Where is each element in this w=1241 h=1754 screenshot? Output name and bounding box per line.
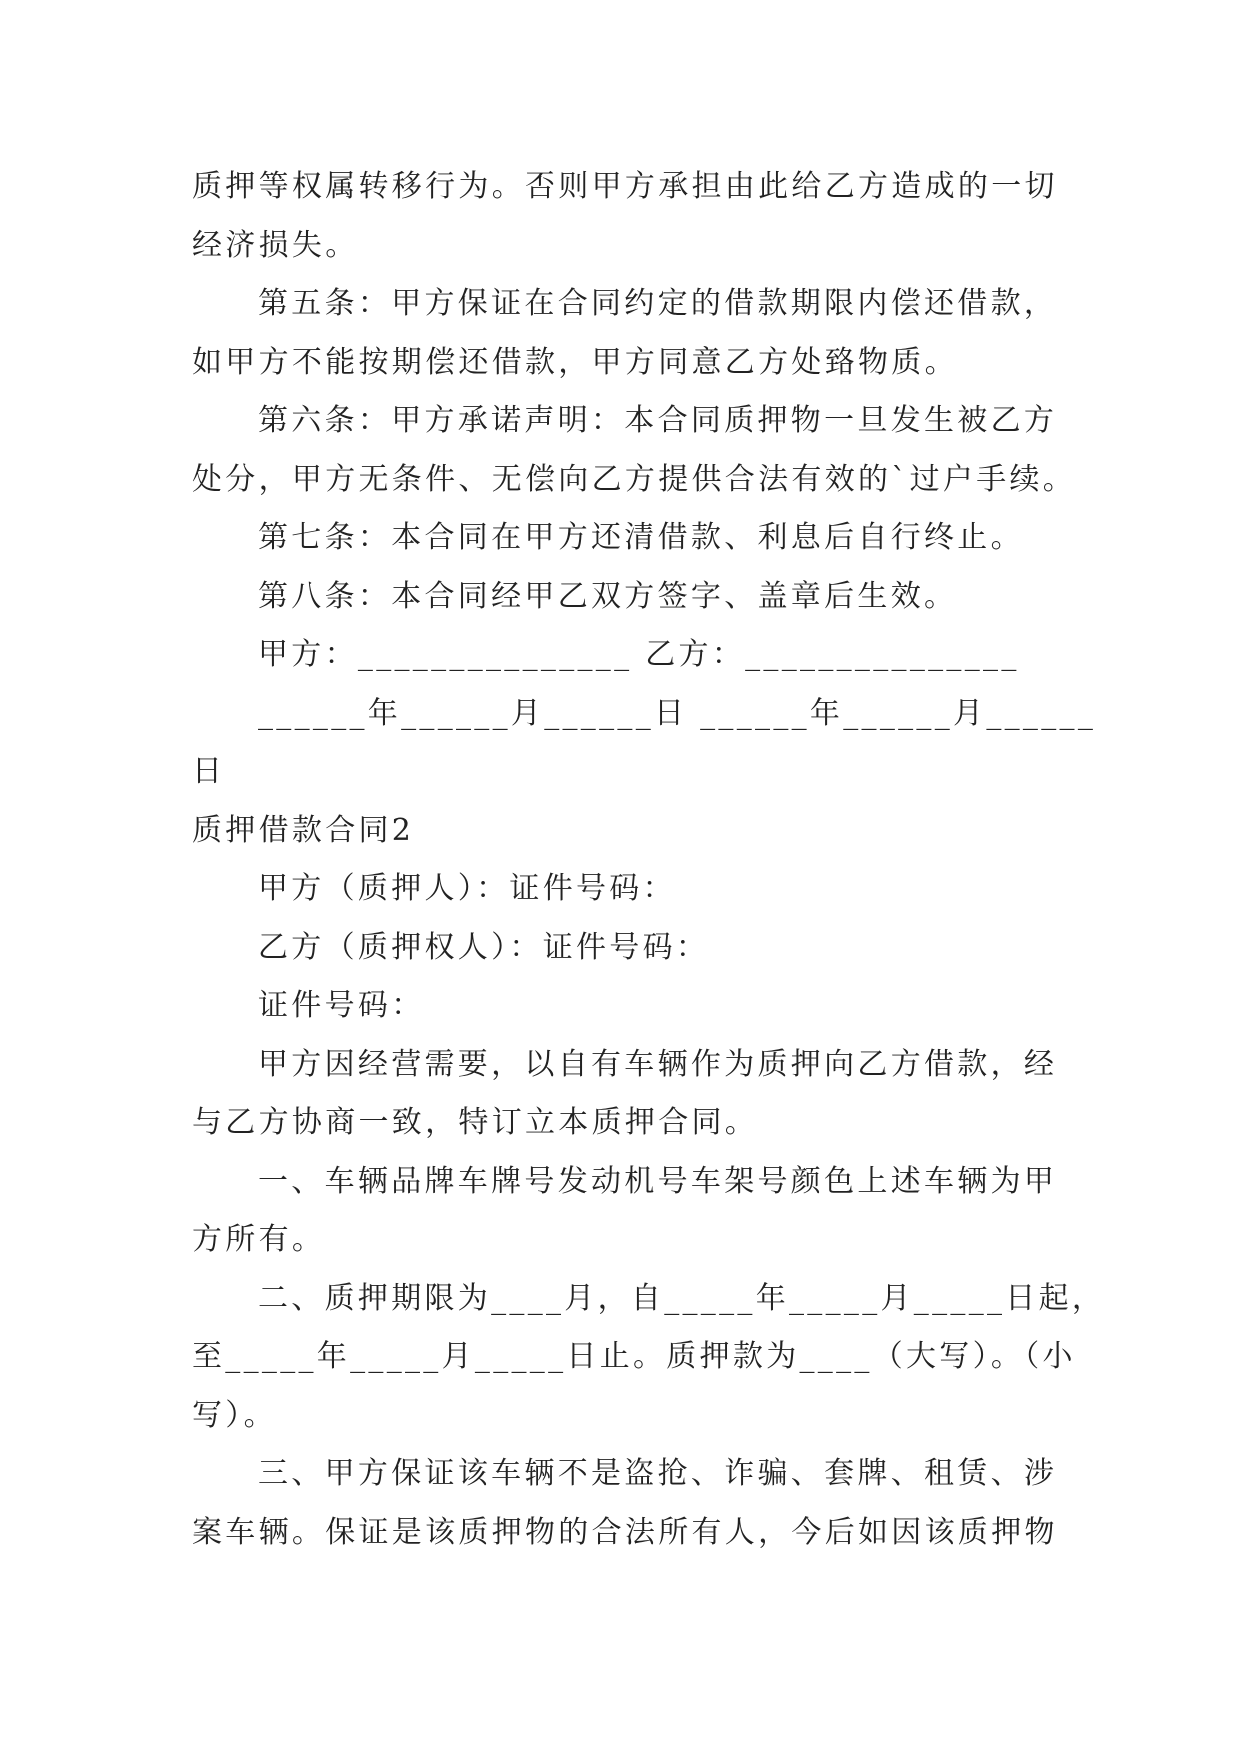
text-line: 三、甲方保证该车辆不是盗抢、诈骗、套牌、租赁、涉 bbox=[258, 1456, 1058, 1491]
text-line: 日 bbox=[192, 754, 226, 789]
text-line: 质押等权属转移行为。否则甲方承担由此给乙方造成的一切 bbox=[192, 169, 1058, 204]
text-line: 经济损失。 bbox=[192, 227, 359, 263]
section-title: 质押借款合同2 bbox=[192, 812, 415, 848]
text-line: 与乙方协商一致，特订立本质押合同。 bbox=[192, 1105, 759, 1140]
text-line: 第七条：本合同在甲方还清借款、利息后自行终止。 bbox=[258, 520, 1024, 555]
text-line: 第五条：甲方保证在合同约定的借款期限内偿还借款， bbox=[258, 286, 1058, 321]
text-line: 案车辆。保证是该质押物的合法所有人，今后如因该质押物 bbox=[192, 1514, 1058, 1550]
text-line: 第八条：本合同经甲乙双方签字、盖章后生效。 bbox=[258, 578, 958, 614]
text-line: 写）。 bbox=[192, 1397, 277, 1433]
text-line: 乙方（质押权人）：证件号码： bbox=[258, 929, 710, 965]
text-line: 甲方（质押人）：证件号码： bbox=[258, 871, 676, 906]
date-line: ______年______月______日 ______年______月______ bbox=[258, 695, 1097, 731]
text-line: 如甲方不能按期偿还借款，甲方同意乙方处臵物质。 bbox=[192, 344, 958, 380]
text-line: 处分，甲方无条件、无偿向乙方提供合法有效的`过户手续。 bbox=[192, 461, 1077, 497]
text-line: 第六条：甲方承诺声明：本合同质押物一旦发生被乙方 bbox=[258, 403, 1058, 438]
text-line: 方所有。 bbox=[192, 1222, 326, 1257]
document-body bbox=[192, 158, 1106, 1562]
text-line: 甲方因经营需要，以自有车辆作为质押向乙方借款，经 bbox=[258, 1046, 1058, 1082]
signature-line: 甲方：_______________ 乙方：_______________ bbox=[258, 637, 1020, 672]
text-line: 一、车辆品牌车牌号发动机号车架号颜色上述车辆为甲 bbox=[258, 1163, 1058, 1199]
text-line: 至_____年_____月_____日止。质押款为____（大写）。（小 bbox=[192, 1339, 1076, 1374]
text-line: 证件号码： bbox=[258, 988, 425, 1023]
text-line: 二、质押期限为____月，自_____年_____月_____日起， bbox=[258, 1280, 1106, 1316]
